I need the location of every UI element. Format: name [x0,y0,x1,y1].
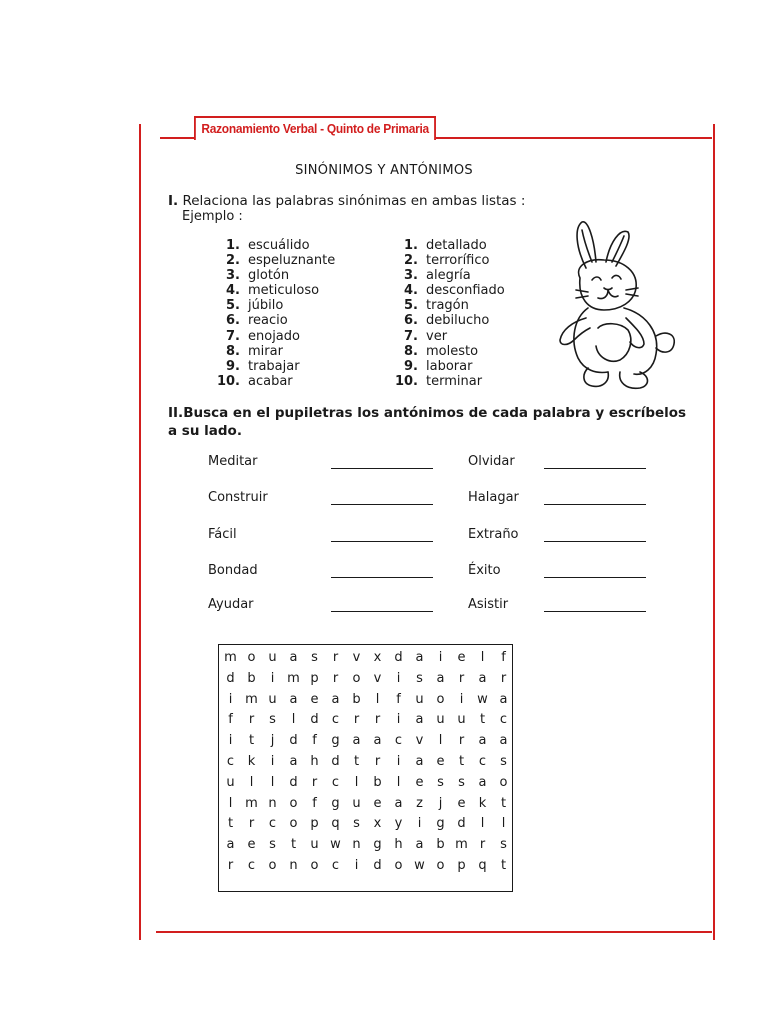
item-number: 2. [226,253,240,269]
grid-letter[interactable]: t [353,754,360,769]
grid-letter[interactable]: r [248,712,255,728]
grid-letter[interactable]: c [499,712,508,728]
list-item [214,374,335,389]
grid-letter[interactable]: t [479,712,486,728]
grid-letter[interactable]: a [415,650,424,665]
grid-letter[interactable]: b [373,774,382,790]
list-item [392,329,505,344]
item-number: 3. [226,268,240,284]
list-item [392,298,505,313]
grid-row [219,773,512,792]
grid-letter[interactable]: d [373,858,382,873]
grid-letter[interactable]: i [396,754,401,769]
grid-letter[interactable]: o [310,858,319,873]
grid-letter[interactable]: a [436,670,445,686]
grid-letter[interactable]: r [332,670,339,686]
grid-letter[interactable]: n [289,858,298,873]
grid-letter[interactable]: e [436,754,445,769]
grid-row [219,814,512,833]
grid-letter[interactable]: c [268,816,277,832]
grid-letter[interactable]: j [438,795,443,811]
item-word: reacio [248,313,288,329]
grid-letter[interactable]: x [373,816,382,832]
grid-letter[interactable]: s [458,774,465,790]
item-word: alegría [426,268,471,284]
list-item [214,344,335,359]
list-item [214,253,335,268]
grid-letter[interactable]: v [352,650,361,665]
item-number: 4. [404,283,418,299]
grid-letter[interactable]: l [249,774,254,790]
antonym-word: Olvidar [468,454,515,469]
list-item [392,268,505,283]
grid-letter[interactable]: q [478,858,487,873]
grid-letter[interactable]: r [311,774,318,790]
item-number: 10. [394,373,418,389]
grid-letter[interactable]: u [436,712,445,728]
grid-letter[interactable]: a [415,837,424,853]
grid-letter[interactable]: t [248,733,255,749]
grid-letter[interactable]: t [458,754,465,769]
item-word: terminar [426,373,483,389]
grid-letter[interactable]: p [310,670,319,686]
grid-letter[interactable]: a [226,837,235,853]
grid-letter[interactable]: d [289,774,298,790]
list-item [392,359,505,374]
grid-letter[interactable]: v [415,733,424,749]
item-word: júbilo [248,298,284,314]
grid-letter[interactable]: r [479,837,486,853]
grid-letter[interactable]: r [458,670,465,686]
section1-heading-text: Relaciona las palabras sinónimas en ambas listas : [182,193,526,209]
bunny-illustration [548,218,690,394]
section1-numeral: I. [168,193,179,209]
item-word: trabajar [248,358,300,374]
grid-letter[interactable]: w [477,691,488,707]
antonym-word: Extraño [468,527,519,542]
item-word: mirar [248,343,283,359]
grid-letter[interactable]: a [289,754,298,769]
grid-letter[interactable]: f [312,795,317,811]
section2-numeral: II. [168,405,184,421]
item-word: molesto [426,343,479,359]
grid-letter[interactable]: o [289,816,298,832]
grid-letter[interactable]: l [501,816,506,832]
grid-letter[interactable]: h [394,837,403,853]
grid-letter[interactable]: a [499,733,508,749]
item-word: ver [426,328,448,344]
grid-letter[interactable]: a [499,691,508,707]
grid-letter[interactable]: u [226,774,235,790]
item-number: 8. [404,343,418,359]
grid-row [219,752,512,771]
grid-letter[interactable]: p [457,858,466,873]
grid-row [219,690,512,709]
grid-letter[interactable]: n [268,795,277,811]
item-number: 6. [226,313,240,329]
grid-letter[interactable]: i [438,650,443,665]
grid-letter[interactable]: r [332,650,339,665]
grid-letter[interactable]: s [311,650,318,665]
grid-letter[interactable]: a [415,754,424,769]
grid-letter[interactable]: a [331,691,340,707]
grid-letter[interactable]: l [396,774,401,790]
item-word: meticuloso [248,283,320,299]
list-item [214,298,335,313]
grid-letter[interactable]: i [270,670,275,686]
grid-letter[interactable]: a [478,733,487,749]
grid-letter[interactable]: w [414,858,425,873]
answer-blank-line[interactable] [544,577,646,578]
answer-blank-line[interactable] [331,468,433,469]
list-item [392,313,505,328]
grid-letter[interactable]: x [373,650,382,665]
answer-blank-line[interactable] [331,611,433,612]
antonym-word: Éxito [468,563,501,578]
grid-letter[interactable]: s [437,774,444,790]
grid-letter[interactable]: d [394,650,403,665]
grid-letter[interactable]: r [500,670,507,686]
grid-letter[interactable]: o [289,795,298,811]
grid-letter[interactable]: a [289,691,298,707]
grid-letter[interactable]: l [291,712,296,728]
item-number: 10. [216,373,240,389]
item-word: desconfiado [426,283,505,299]
page-title: SINÓNIMOS Y ANTÓNIMOS [295,163,473,178]
grid-letter[interactable]: e [457,795,466,811]
grid-row [219,794,512,813]
grid-letter[interactable]: a [394,795,403,811]
grid-letter[interactable]: a [415,712,424,728]
grid-letter[interactable]: w [330,837,341,853]
grid-letter[interactable]: o [394,858,403,873]
grid-letter[interactable]: m [455,837,468,853]
grid-letter[interactable]: s [500,837,507,853]
grid-letter[interactable]: a [478,670,487,686]
grid-letter[interactable]: a [478,774,487,790]
grid-letter[interactable]: r [353,712,360,728]
grid-letter[interactable]: g [331,733,340,749]
frame-left-border [139,124,141,940]
list-item [214,238,335,253]
synonym-list-b [392,238,505,389]
grid-letter[interactable]: g [373,837,382,853]
grid-letter[interactable]: c [331,774,340,790]
antonym-word: Meditar [208,454,258,469]
grid-letter[interactable]: i [396,712,401,728]
grid-letter[interactable]: l [375,691,380,707]
item-number: 9. [404,358,418,374]
grid-letter[interactable]: i [228,691,233,707]
item-word: terrorífico [426,253,490,269]
word-search-grid [218,644,513,892]
answer-blank-line[interactable] [544,541,646,542]
grid-letter[interactable]: u [415,691,424,707]
grid-letter[interactable]: d [457,816,466,832]
grid-letter[interactable]: g [331,795,340,811]
item-number: 1. [404,238,418,253]
frame-right-border [713,124,715,940]
grid-letter[interactable]: i [354,858,359,873]
item-word: glotón [248,268,290,284]
grid-letter[interactable]: l [270,774,275,790]
answer-blank-line[interactable] [544,468,646,469]
grid-letter[interactable]: r [374,754,381,769]
grid-row [219,835,512,854]
grid-letter[interactable]: k [478,795,487,811]
grid-letter[interactable]: b [436,837,445,853]
grid-letter[interactable]: k [247,754,256,769]
section1-heading [168,193,525,209]
item-word: enojado [248,328,300,344]
item-word: escuálido [248,238,310,253]
grid-letter[interactable]: s [353,816,360,832]
grid-letter[interactable]: a [352,733,361,749]
antonym-word: Fácil [208,527,237,542]
grid-letter[interactable]: l [438,733,443,749]
grid-letter[interactable]: s [269,712,276,728]
grid-letter[interactable]: e [310,691,319,707]
grid-letter[interactable]: e [415,774,424,790]
grid-letter[interactable]: c [331,858,340,873]
answer-blank-line[interactable] [544,504,646,505]
grid-letter[interactable]: u [457,712,466,728]
antonym-word: Bondad [208,563,258,578]
list-item [214,268,335,283]
grid-row [219,669,512,688]
section2-heading-text: Busca en el pupiletras los antónimos de cada palabra y escríbelos a su lado. [168,405,687,439]
antonym-word: Asistir [468,597,509,612]
grid-letter[interactable]: l [354,774,359,790]
grid-letter[interactable]: r [248,816,255,832]
grid-letter[interactable]: l [228,795,233,811]
grid-letter[interactable]: f [396,691,401,707]
grid-row [219,648,512,667]
grid-letter[interactable]: o [499,774,508,790]
grid-letter[interactable]: t [500,795,507,811]
grid-letter[interactable]: c [394,733,403,749]
section2-heading [168,404,698,440]
item-number: 5. [226,298,240,314]
grid-letter[interactable]: u [310,837,319,853]
grid-letter[interactable]: a [289,650,298,665]
item-number: 6. [404,313,418,329]
grid-letter[interactable]: i [459,691,464,707]
antonym-word: Halagar [468,490,519,505]
grid-letter[interactable]: e [457,650,466,665]
item-number: 7. [404,328,418,344]
footer-rule [156,931,712,933]
grid-letter[interactable]: l [480,650,485,665]
grid-letter[interactable]: a [373,733,382,749]
grid-letter[interactable]: h [310,754,319,769]
grid-letter[interactable]: p [310,816,319,832]
grid-letter[interactable]: j [270,733,275,749]
grid-letter[interactable]: v [373,670,382,686]
grid-letter[interactable]: t [500,858,507,873]
answer-blank-line[interactable] [331,541,433,542]
grid-letter[interactable]: b [247,670,256,686]
grid-row [219,710,512,729]
grid-letter[interactable]: o [352,670,361,686]
list-item [392,283,505,298]
list-item [392,344,505,359]
list-item [392,238,505,253]
list-item [214,283,335,298]
grid-letter[interactable]: d [310,712,319,728]
item-word: laborar [426,358,473,374]
grid-letter[interactable]: c [247,858,256,873]
antonym-word: Construir [208,490,268,505]
list-item [392,253,505,268]
antonym-word: Ayudar [208,597,254,612]
grid-letter[interactable]: r [374,712,381,728]
list-item [392,374,505,389]
grid-letter[interactable]: s [269,837,276,853]
grid-letter[interactable]: t [290,837,297,853]
example-label: Ejemplo : [182,209,243,224]
item-number: 4. [226,283,240,299]
grid-letter[interactable]: u [268,691,277,707]
grid-letter[interactable]: m [245,691,258,707]
grid-letter[interactable]: b [352,691,361,707]
grid-letter[interactable]: r [458,733,465,749]
item-number: 1. [226,238,240,253]
grid-letter[interactable]: n [352,837,361,853]
grid-letter[interactable]: u [268,650,277,665]
grid-letter[interactable]: d [289,733,298,749]
header-tab: Razonamiento Verbal - Quinto de Primaria [194,116,436,140]
item-word: detallado [426,238,487,253]
list-item [214,313,335,328]
grid-letter[interactable]: o [268,858,277,873]
item-word: espeluznante [248,253,336,269]
list-item [214,359,335,374]
answer-blank-line[interactable] [544,611,646,612]
grid-letter[interactable]: s [500,754,507,769]
grid-letter[interactable]: i [228,733,233,749]
answer-blank-line[interactable] [331,504,433,505]
grid-letter[interactable]: s [416,670,423,686]
item-number: 9. [226,358,240,374]
grid-letter[interactable]: o [436,691,445,707]
grid-letter[interactable]: z [416,795,423,811]
item-number: 2. [404,253,418,269]
grid-letter[interactable]: i [270,754,275,769]
grid-letter[interactable]: f [501,650,506,665]
item-number: 7. [226,328,240,344]
grid-letter[interactable]: f [312,733,317,749]
list-item [214,329,335,344]
grid-letter[interactable]: o [436,858,445,873]
grid-letter[interactable]: m [245,795,258,811]
grid-letter[interactable]: i [396,670,401,686]
grid-letter[interactable]: q [331,816,340,832]
grid-letter[interactable]: c [226,754,235,769]
grid-letter[interactable]: e [373,795,382,811]
grid-letter[interactable]: c [331,712,340,728]
grid-letter[interactable]: u [352,795,361,811]
item-word: acabar [248,373,293,389]
grid-letter[interactable]: d [226,670,235,686]
item-word: debilucho [426,313,490,329]
grid-row [219,731,512,750]
grid-letter[interactable]: d [331,754,340,769]
grid-letter[interactable]: y [394,816,403,832]
item-number: 5. [404,298,418,314]
item-number: 3. [404,268,418,284]
grid-letter[interactable]: r [227,858,234,873]
grid-letter[interactable]: m [287,670,300,686]
grid-letter[interactable]: f [228,712,233,728]
answer-blank-line[interactable] [331,577,433,578]
grid-letter[interactable]: c [478,754,487,769]
grid-letter[interactable]: m [224,650,237,665]
grid-letter[interactable]: t [227,816,234,832]
item-number: 8. [226,343,240,359]
grid-letter[interactable]: o [247,650,256,665]
grid-letter[interactable]: e [247,837,256,853]
grid-letter[interactable]: i [417,816,422,832]
grid-letter[interactable]: g [436,816,445,832]
grid-row [219,856,512,875]
item-word: tragón [426,298,469,314]
grid-letter[interactable]: l [480,816,485,832]
synonym-list-a [214,238,335,389]
